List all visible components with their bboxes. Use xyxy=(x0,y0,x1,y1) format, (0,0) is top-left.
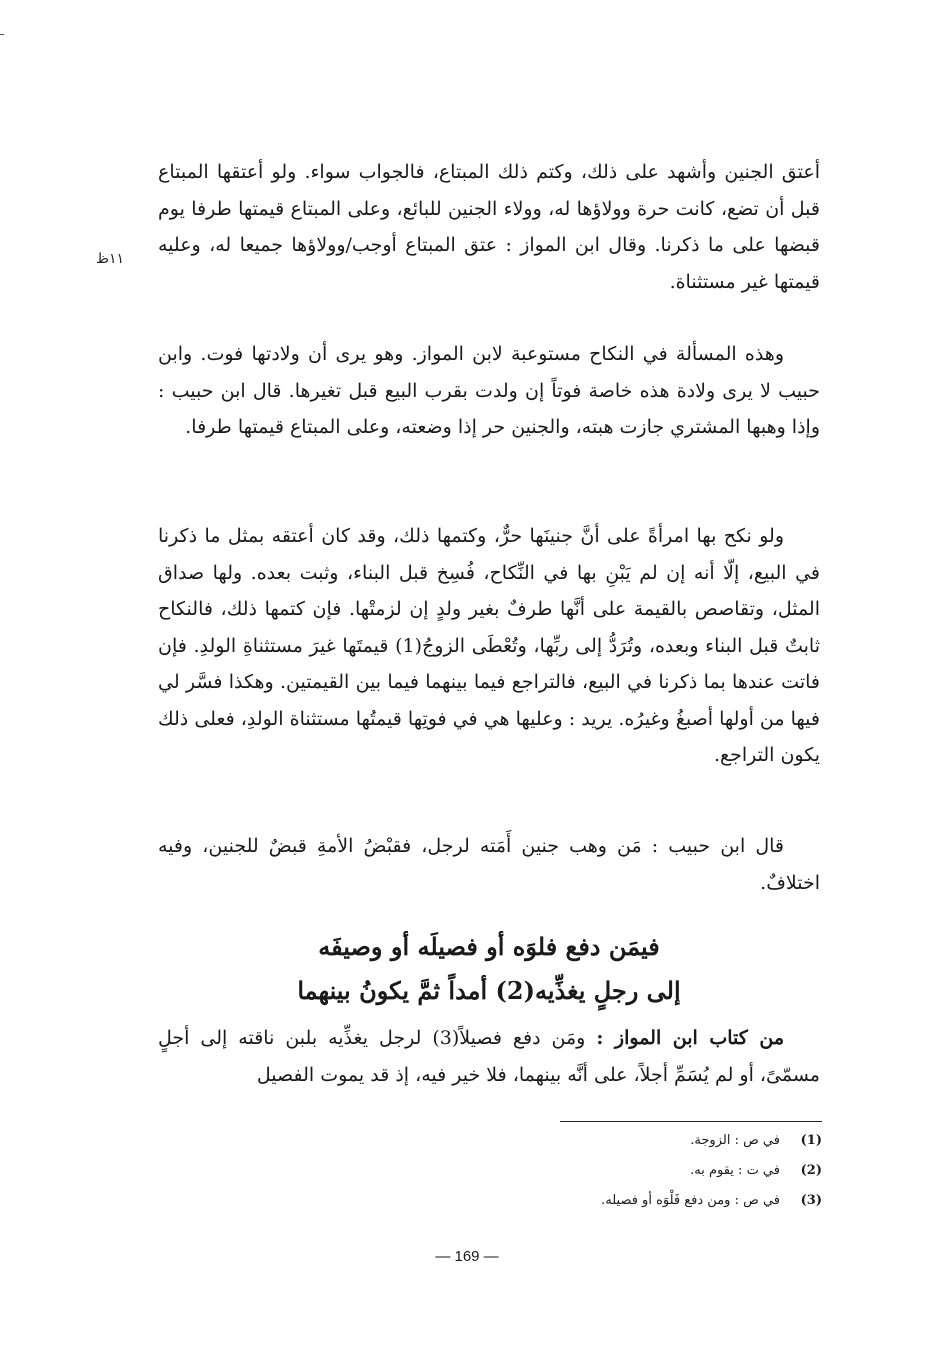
paragraph-1-text: أعتق الجنين وأشهد على ذلك، وكتم ذلك المبتاع، فالجواب سواء. ولو أعتقها المبتاع قبل أن تضع، كانت حرة وولاؤها له، وولاء الجنين للبائع، وعلى المبتاع قيمتها طرفا يوم قبضها على ما ذكرنا. وقال ابن المواز : عتق المبتاع أوجب/وولاؤها جميعا له، وعليه قيمتها غير مستثناة. xyxy=(158,161,820,293)
footnote-number: (3) xyxy=(800,1193,822,1208)
paragraph-2-text: وهذه المسألة في النكاح مستوعبة لابن المواز. وهو يرى أن ولادتها فوت. وابن حبيب لا يرى ولادة هذه خاصة فوتاً إن ولدت بقرب البيع قبل تغيرها. قال ابن حبيب : وإذا وهبها المشتري جازت هبته، والجنين حر إذا وضعته، وعلى المبتاع قيمتها طرفا. xyxy=(158,343,820,438)
footnote-text: في ت : يقوم به. xyxy=(690,1163,780,1178)
footnote-1 xyxy=(420,1126,822,1156)
footnote-2 xyxy=(420,1156,822,1186)
paragraph-4-text: قال ابن حبيب : مَن وهب جنين أَمَته لرجل، فقبْضُ الأمةِ قبضٌ للجنين، وفيه اختلافٌ. xyxy=(158,835,820,894)
margin-folio-note: ١١ظ xyxy=(96,251,124,267)
footnote-number: (2) xyxy=(800,1163,822,1178)
footnote-text: في ص : ومن دفع فَلْوَه أو فصيله. xyxy=(601,1193,780,1208)
section-heading-line-2: إلى رجلٍ يغذِّيه(2) أمداً ثمَّ يكونُ بينهما xyxy=(297,976,681,1005)
source-citation: من كتاب ابن المواز : xyxy=(596,1027,785,1049)
section-heading xyxy=(158,925,820,1013)
paragraph-1 xyxy=(158,154,820,300)
paragraph-4 xyxy=(158,828,820,901)
footnote-3 xyxy=(420,1186,822,1216)
footnote-divider xyxy=(560,1121,822,1122)
paragraph-2 xyxy=(158,336,820,446)
paragraph-5-text: ومَن دفع فصيلاً(3) لرجل يغذِّيه بلبن ناقته إلى أجلٍ مسمّىً، أو لم يُسَمِّ أجلاً، على أنَّه بينهما، فلا خير فيه، إذ قد يموت الفصيل xyxy=(158,1027,820,1086)
paragraph-3 xyxy=(158,518,820,774)
footnotes xyxy=(420,1126,822,1216)
paragraph-5 xyxy=(158,1020,820,1093)
scan-corner-mark xyxy=(0,34,4,35)
paragraph-3-text: ولو نكح بها امرأةً على أنَّ جنينَها حرٌّ، وكتمها ذلك، وقد كان أعتقه بمثل ما ذكرنا في البيع، إلّا أنه إن لم يَبْنِ بها في النِّكاح، فُسِخ قبل البناء، وثبت بعده. ولها صداق المثل، وتقاصص بالقيمة على أنَّها طرفٌ بغير ولدٍ إن لزمتْها. فإن كتمها ذلك، فالنكاح ثابتٌ قبل البناء وبعده، وتُرَدُّ إلى ربِّها، وتُعْطَى الزوجُ(1) قيمتَها غيرَ مستثناةِ الولدِ. فإن فاتت عندها بما ذكرنا في البيع، فالتراجع فيما بينهما فيما بين القيمتين. وهكذا فسَّر لي فيها من أولها أصبغُ وغيرُه. يريد : وعليها هي في فوتِها قيمتُها مستثناة الولدِ، فعلى ذلك يكون التراجع. xyxy=(158,525,820,766)
footnote-text: في ص : الزوجة. xyxy=(690,1133,780,1148)
section-heading-line-1: فيمَن دفع فلوَه أو فصيلَه أو وصيفَه xyxy=(318,932,660,961)
page-number: — 169 — xyxy=(435,1248,499,1265)
footnote-number: (1) xyxy=(800,1133,822,1148)
